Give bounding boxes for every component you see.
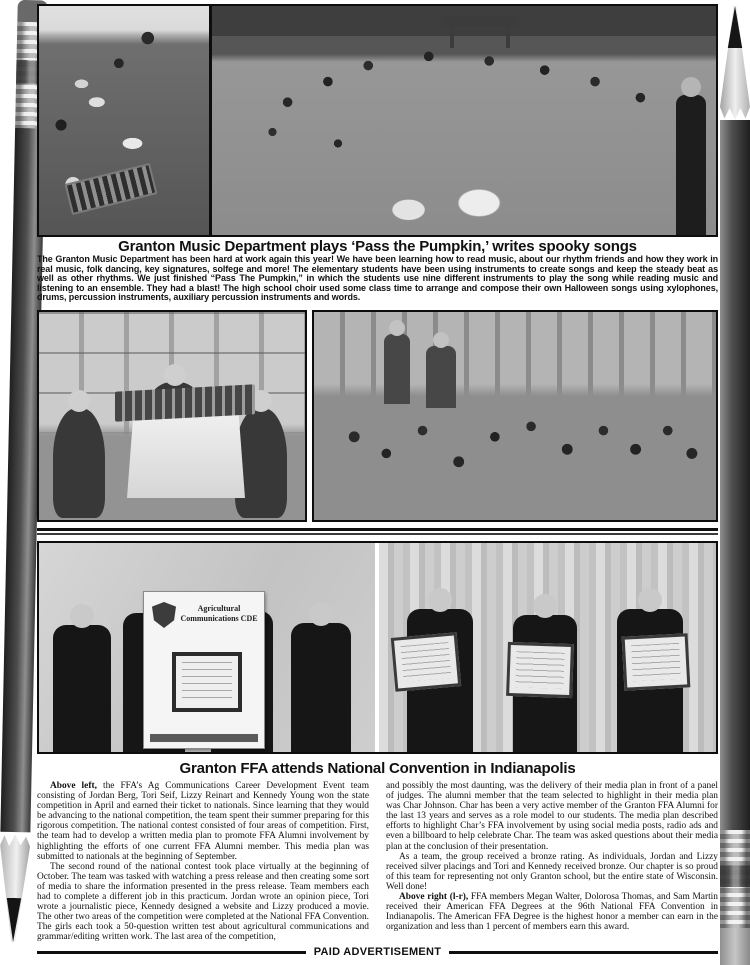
footer (37, 944, 718, 960)
photo-elementary-class (314, 312, 716, 520)
american-ffa-degree-certificate (506, 642, 574, 698)
footer-rule-right (449, 951, 718, 954)
american-ffa-degree-certificate (391, 632, 461, 692)
person-silhouette (426, 346, 456, 408)
table-graphic (444, 16, 516, 26)
music-photo-strip (37, 4, 718, 237)
pencil-graphite-tip (720, 6, 750, 48)
person-silhouette (676, 95, 706, 235)
ffa-emblem-icon (152, 602, 176, 628)
photo-elementary-class-frame (312, 310, 718, 522)
poster-title-line2: Communications CDE (180, 614, 258, 623)
american-ffa-degree-certificate (622, 633, 691, 690)
photo-music-drums-xylophone (39, 6, 209, 235)
music-body-text: The Granton Music Department has been hard at work again this year! We have been learning how to read music, about our rhythm friends and how they work in real music, folk dancing, key signatures, solfege and more! The elementary students have been using instruments to create songs and keep the steady beat as well as other rhythms. We just finished “Pass The Pumpkin,” in which the students use nine different instruments to play the song while reading music and listening to an ensemble. They had a blast! The high school choir used some class time to arrange and compose their own Halloween songs using xylophones, drums, percussion instruments, auxiliary percussion instruments and words. (37, 254, 718, 303)
poster-title-line1: Agricultural (197, 604, 241, 613)
ffa-photo-strip (37, 541, 718, 754)
paragraph: As a team, the group received a bronze rating. As individuals, Jordan and Lizzy received silver placings and Tori and Kennedy received bronze. Our chapter is so proud of this team for representing not only Granton school, but the entire state of Wisconsin. Well done! (386, 851, 718, 892)
ffa-article-left-column (37, 781, 369, 943)
person-silhouette (235, 408, 287, 518)
paragraph-text: FFA members Megan Walter, Dolorosa Thomas, and Sam Martin received their American FFA Degrees at the 96th National FFA Convention in Indianapolis. The American FFA Degree is the highest honor a member can earn in the organization and less than 1 percent of members earn this award. (386, 892, 718, 933)
poster-certificate-graphic (172, 652, 242, 712)
footer-rule-left (37, 951, 306, 954)
poster-footer-bar (150, 734, 258, 742)
photo-xylophone-trio-frame (37, 310, 307, 522)
agricultural-communications-poster (143, 591, 265, 749)
pencil-ferrule (720, 830, 750, 928)
ffa-headline: Granton FFA attends National Convention in Indianapolis (179, 760, 576, 777)
section-divider-rule (37, 528, 718, 535)
music-headline: Granton Music Department plays ‘Pass the Pumpkin,’ writes spooky songs (118, 238, 637, 255)
paragraph-lead: Above left, (50, 781, 97, 791)
photo-music-class-circle (212, 6, 716, 235)
xylophone-graphic (64, 163, 157, 215)
person-silhouette (291, 623, 351, 752)
pencil-border-right (718, 0, 750, 965)
photo-xylophone-trio (39, 312, 305, 520)
paid-advertisement-label: PAID ADVERTISEMENT (313, 946, 442, 958)
paragraph-text: the FFA’s Ag Communications Career Development Event team consisting of Jordan Berg, Tori Seif, Lizzy Reinart and Kennedy Young won the state competition in April and earned their ticket to nationals. Since learning that they would be advancing to the national competition, the team spent their summer preparing for this rigorous competition. The national contest consisted of four areas of competition. First, the team had to develop a written media plan to promote FFA Alumni involvement by highlighting the efforts of one current FFA Alumni member. This media plan was submitted to nationals at the beginning of September. (37, 781, 369, 862)
paragraph (37, 781, 369, 862)
person-silhouette (53, 625, 111, 752)
paragraph-lead: Above right (l-r), (399, 892, 469, 903)
ffa-article-right-column (386, 781, 718, 932)
photo-ffa-degree-recipients (379, 543, 716, 752)
person-silhouette (53, 408, 105, 518)
paragraph: The second round of the national contest took place virtually at the beginning of October. The team was tasked with watching a press release and then creating some sort of media to share the information presented in the press release. Team members each had to complete a different job in this practicum. Jordan wrote an opinion piece, Tori wrote a journalistic piece, Kennedy designed a website and Lizzy produced a movie. The other two areas of the competition were completed at the National FFA Convention. The girls each took a 50-question written test about agricultural communications and grammar/editing written work. The last area of the competition, (37, 861, 369, 943)
poster-title (178, 604, 260, 624)
paragraph (386, 892, 718, 932)
pencil-eraser (720, 928, 750, 965)
photo-ffa-ag-communications-team (39, 543, 375, 752)
person-silhouette (384, 334, 410, 404)
paragraph: and possibly the most daunting, was the delivery of their media plan in front of a panel of judges. The alumni member that the team selected to highlight in their media plan was Char Johnson. Char has been a very active member of the Granton FFA Alumni for the last 13 years and serves as a role model to our students. The media plan described efforts to highlight Char’s FFA involvement by using social media posts, radio ads and even a billboard to help celebrate Char. The team was asked questions about their media plan at the conclusion of their presentation. (386, 781, 718, 852)
pencil-body (720, 120, 750, 830)
